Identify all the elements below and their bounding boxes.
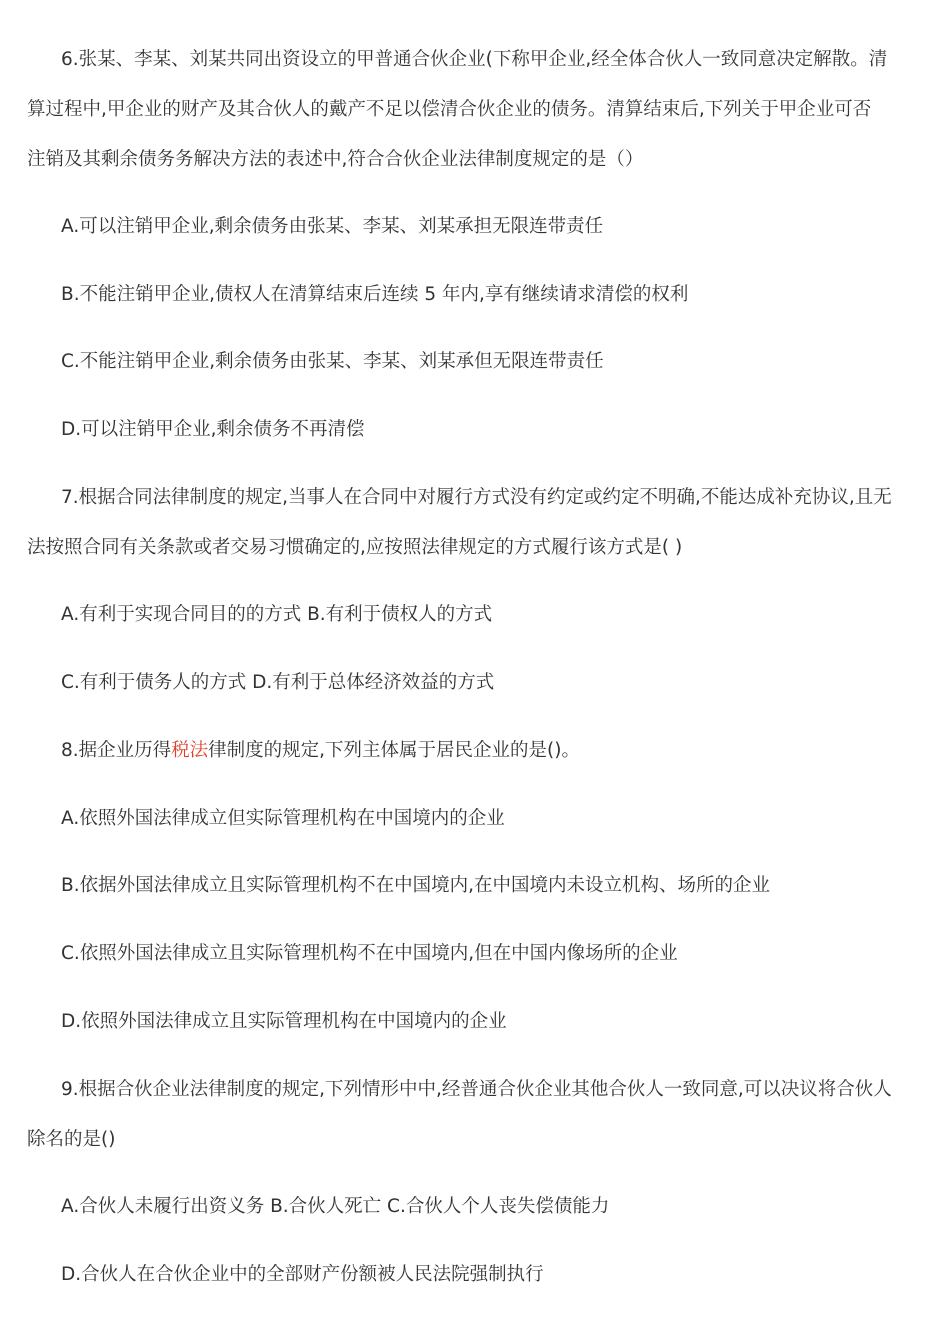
q7-stem-line-2: 法按照合同有关条款或者交易习惯确定的,应按照法律规定的方式履行该方式是( ) xyxy=(27,537,683,558)
q9-stem-line-2: 除名的是() xyxy=(27,1129,116,1150)
q7-stem-line-1: 7.根据合同法律制度的规定,当事人在合同中对履行方式没有约定或约定不明确,不能达成补充协议,且无 xyxy=(61,487,892,508)
q9-options-abc: A.合伙人未履行出资义务 B.合伙人死亡 C.合伙人个人丧失偿债能力 xyxy=(61,1196,610,1217)
q6-option-c: C.不能注销甲企业,剩余债务由张某、李某、刘某承但无限连带责任 xyxy=(61,351,604,372)
q8-option-b: B.依据外国法律成立且实际管理机构不在中国境内,在中国境内未设立机构、场所的企业 xyxy=(61,875,770,896)
q8-stem-prefix: 8.据企业历得 xyxy=(61,740,172,761)
q8-option-c: C.依照外国法律成立且实际管理机构不在中国境内,但在中国内像场所的企业 xyxy=(61,943,678,964)
q8-stem-suffix: 律制度的规定,下列主体属于居民企业的是()。 xyxy=(208,740,580,761)
q6-option-d: D.可以注销甲企业,剩余债务不再清偿 xyxy=(61,419,365,440)
q8-option-d: D.依照外国法律成立且实际管理机构在中国境内的企业 xyxy=(61,1011,507,1032)
q8-option-a: A.依照外国法律成立但实际管理机构在中国境内的企业 xyxy=(61,808,505,829)
q8-stem xyxy=(61,739,580,763)
q6-stem-line-2: 算过程中,甲企业的财产及其合伙人的戴产不足以偿清合伙企业的债务。清算结束后,下列关于甲企业可否 xyxy=(27,99,872,120)
q7-options-ab: A.有利于实现合同目的的方式 B.有利于债权人的方式 xyxy=(61,604,493,625)
q6-stem-line-3: 注销及其剩余债务务解决方法的表述中,符合合伙企业法律制度规定的是（） xyxy=(27,149,644,170)
q9-option-d: D.合伙人在合伙企业中的全部财产份额被人民法院强制执行 xyxy=(61,1264,544,1285)
q9-stem-line-1: 9.根据合伙企业法律制度的规定,下列情形中中,经普通合伙企业其他合伙人一致同意,可以决议将合伙人 xyxy=(61,1079,892,1100)
q6-option-b: B.不能注销甲企业,债权人在清算结束后连续 5 年内,享有继续请求清偿的权利 xyxy=(61,284,689,305)
q7-options-cd: C.有利于债务人的方式 D.有利于总体经济效益的方式 xyxy=(61,672,495,693)
q6-stem-line-1: 6.张某、李某、刘某共同出资设立的甲普通合伙企业(下称甲企业,经全体合伙人一致同意决定解散。清 xyxy=(61,49,888,70)
q8-stem-highlight-link[interactable]: 税法 xyxy=(171,740,209,761)
q6-option-a: A.可以注销甲企业,剩余债务由张某、李某、刘某承担无限连带责任 xyxy=(61,216,604,237)
